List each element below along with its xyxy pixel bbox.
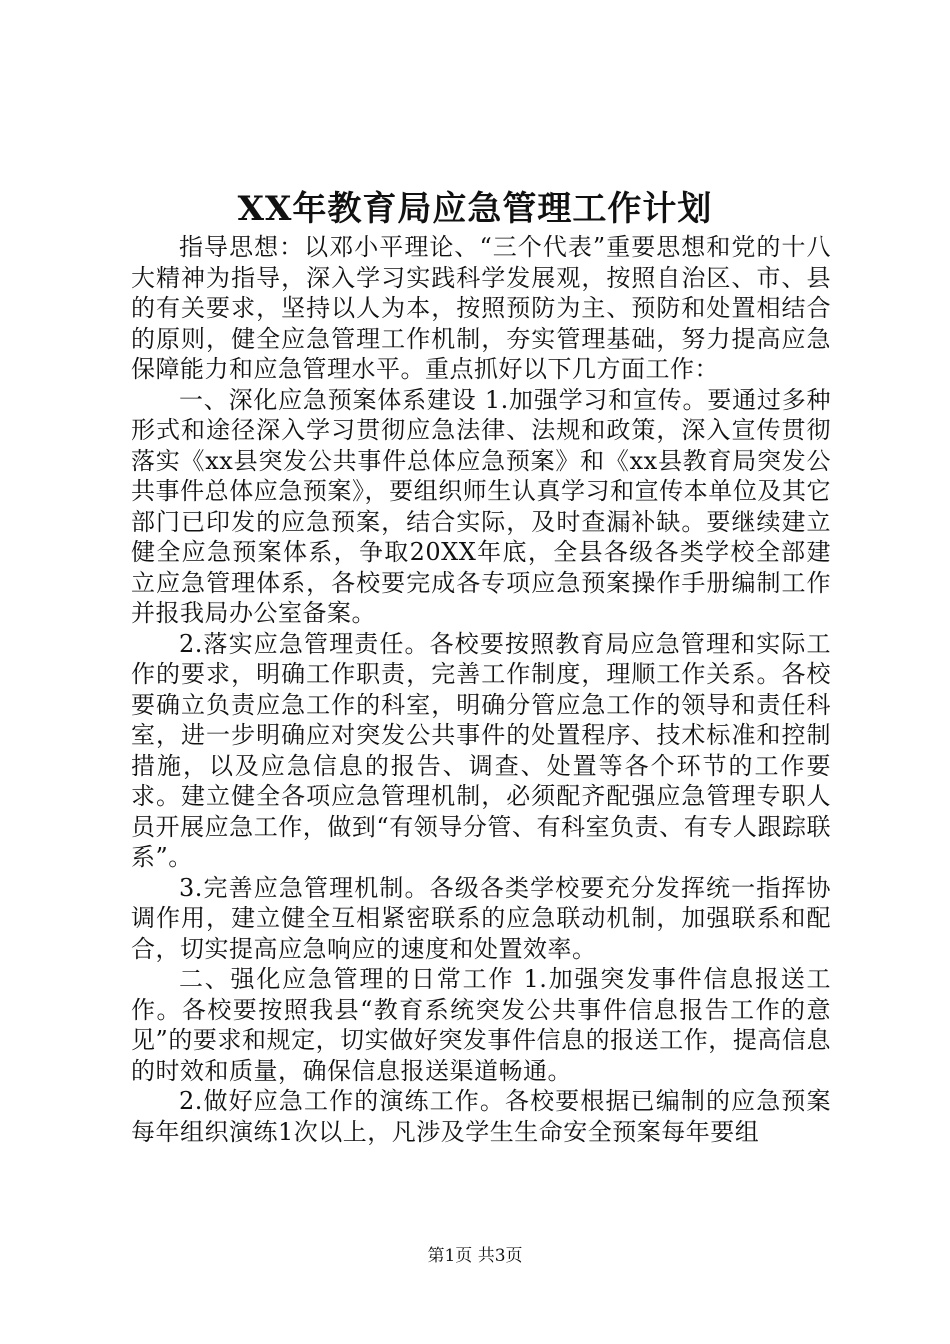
document-title: XX年教育局应急管理工作计划	[237, 189, 713, 229]
paragraph-section-1-item-3: 3.完善应急管理机制。各级各类学校要充分发挥统一指挥协调作用，建立健全互相紧密联系的应急联动机制，加强联系和配合，切实提高应急响应的速度和处置效率。	[131, 873, 831, 963]
paragraph-guiding-ideology: 指导思想：以邓小平理论、“三个代表”重要思想和党的十八大精神为指导，深入学习实践科学发展观，按照自治区、市、县的有关要求，坚持以人为本，按照预防为主、预防和处置相结合的原则，健全应急管理工作机制，夯实管理基础，努力提高应急保障能力和应急管理水平。重点抓好以下几方面工作：	[131, 233, 831, 383]
paragraph-section-1-item-1: 一、深化应急预案体系建设 1.加强学习和宣传。要通过多种形式和途径深入学习贯彻应急法律、法规和政策，深入宣传贯彻落实《xx县突发公共事件总体应急预案》和《xx县教育局突发公共事件总体应急预案》，要组织师生认真学习和宣传本单位及其它部门已印发的应急预案，结合实际，及时查漏补缺。要继续建立健全应急预案体系，争取20XX年底，全县各级各类学校全部建立应急管理体系，各校要完成各专项应急预案操作手册编制工作并报我局办公室备案。	[131, 385, 831, 627]
document-body	[131, 232, 831, 1147]
paragraph-section-2-item-1: 二、强化应急管理的日常工作 1.加强突发事件信息报送工作。各校要按照我县“教育系统突发公共事件信息报告工作的意见”的要求和规定，切实做好突发事件信息的报送工作，提高信息的时效和质量，确保信息报送渠道畅通。	[131, 965, 831, 1085]
paragraph-section-2-item-2: 2.做好应急工作的演练工作。各校要根据已编制的应急预案每年组织演练1次以上，凡涉及学生生命安全预案每年要组	[131, 1087, 831, 1146]
paragraph-section-1-item-2: 2.落实应急管理责任。各校要按照教育局应急管理和实际工作的要求，明确工作职责，完善工作制度，理顺工作关系。各校要确立负责应急工作的科室，明确分管应急工作的领导和责任科室，进一步明确应对突发公共事件的处置程序、技术标准和控制措施，以及应急信息的报告、调查、处置等各个环节的工作要求。建立健全各项应急管理机制，必须配齐配强应急管理专职人员开展应急工作，做到“有领导分管、有科室负责、有专人跟踪联系”。	[131, 629, 831, 871]
page-number-footer: 第1页 共3页	[427, 1246, 523, 1266]
